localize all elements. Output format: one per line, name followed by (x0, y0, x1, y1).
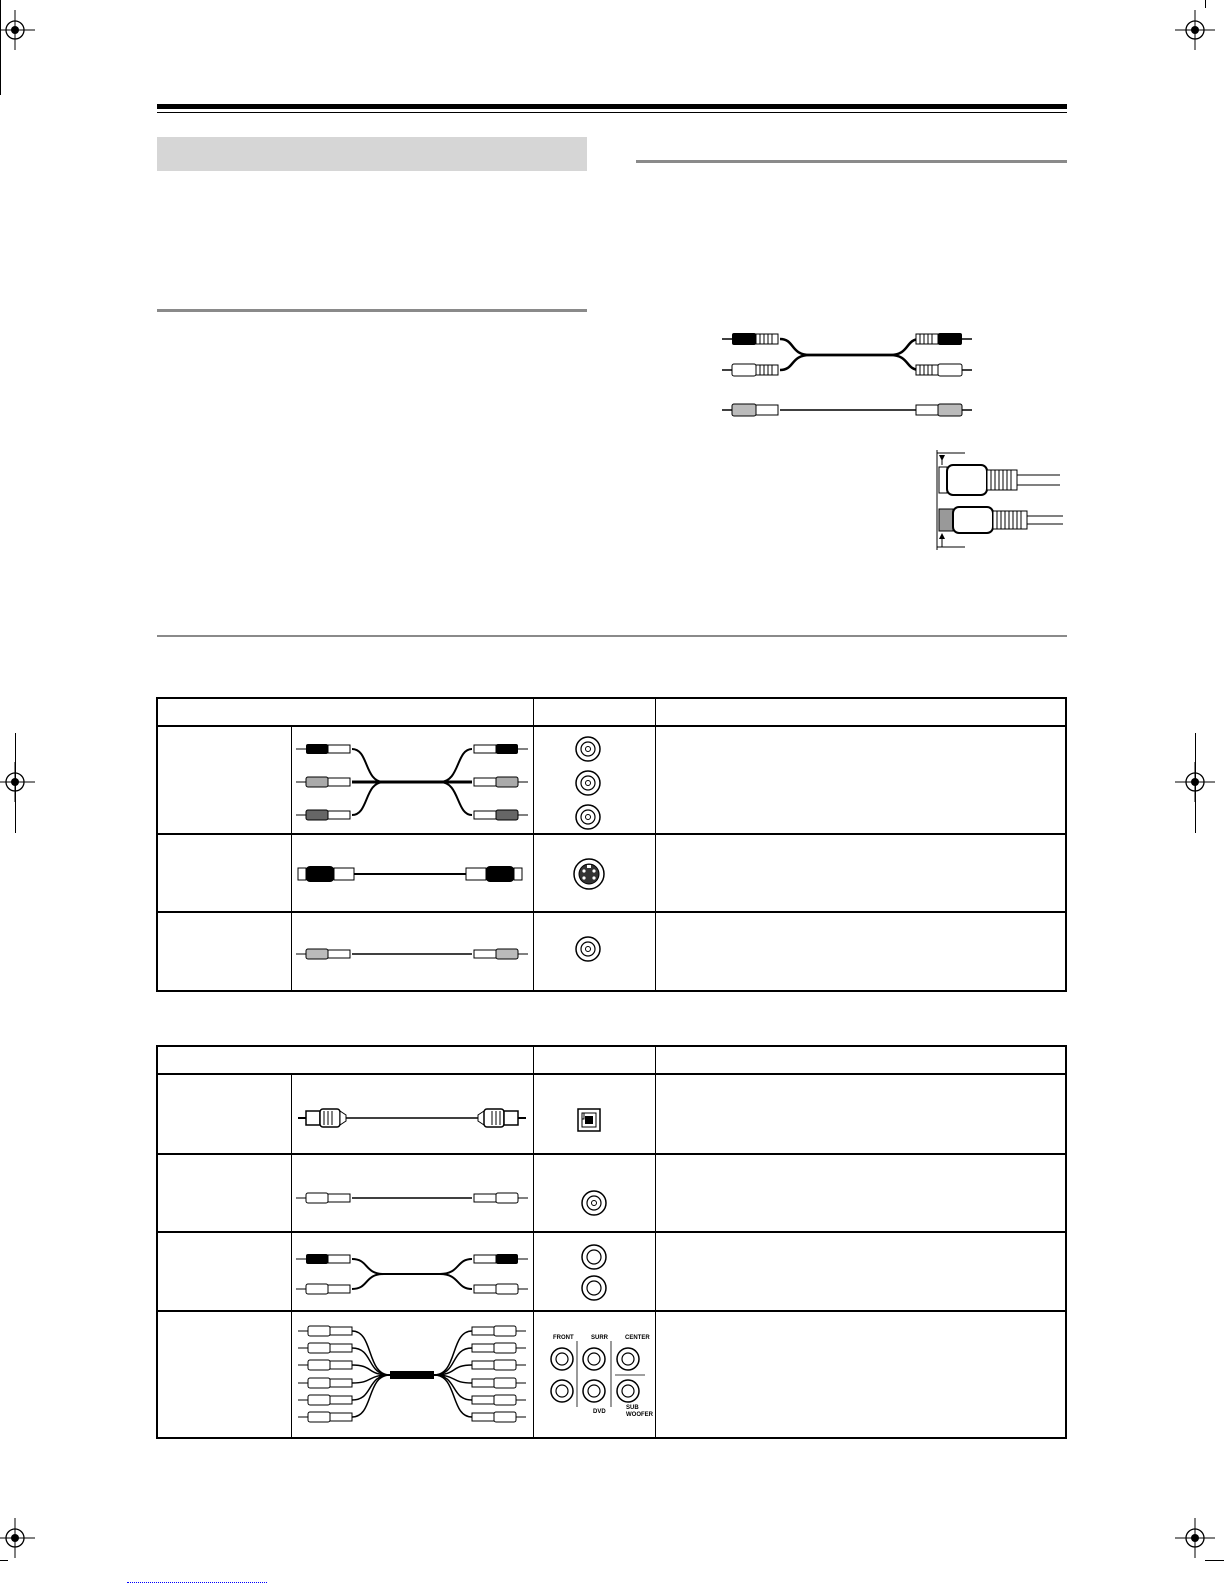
audio-cable-illustration (720, 325, 980, 425)
section-heading-band (157, 137, 587, 171)
optical-plug-icon (298, 1109, 346, 1127)
table-row-rule (158, 1310, 1065, 1312)
rca-plug-icon (298, 1395, 352, 1405)
analog-stereo-jacks (579, 1242, 609, 1304)
table-col-rule (655, 699, 656, 990)
multichannel-jack-panel (547, 1331, 653, 1431)
rca-plug-icon (474, 810, 528, 820)
optical-plug-icon (478, 1109, 526, 1127)
crosshair-registration-icon (1175, 1518, 1215, 1558)
component-video-cable-icon (294, 737, 530, 827)
rca-plug-icon (296, 1193, 350, 1203)
rca-plug-icon (474, 777, 528, 787)
trim-mark (1195, 733, 1196, 833)
rca-plug-icon (472, 1395, 526, 1405)
multichannel-cable-icon (294, 1323, 530, 1427)
rca-jack-icon (551, 1380, 573, 1402)
table-col-rule (533, 699, 534, 990)
rca-plug-icon (472, 1360, 526, 1370)
rca-plug-icon (296, 777, 350, 787)
table-row-rule (158, 911, 1065, 913)
subsection-rule-right (636, 160, 1067, 163)
stereo-rca-cable (722, 333, 972, 376)
rca-plug-icon (939, 507, 1063, 533)
single-rca-cable (722, 404, 972, 416)
trim-mark (1205, 1560, 1224, 1561)
audio-connections-table (156, 1045, 1067, 1439)
rca-jack-icon (573, 934, 603, 964)
rca-plug-icon (296, 810, 350, 820)
rca-plug-icon (939, 465, 1060, 495)
plug-insertion-illustration (925, 445, 1065, 555)
rca-plug-icon (298, 1326, 352, 1336)
rca-plug-icon (472, 1326, 526, 1336)
rca-plug-icon (722, 333, 778, 345)
front-label: FRONT (553, 1335, 574, 1341)
table-row-rule (158, 833, 1065, 835)
registration-mark-top-left (0, 10, 35, 50)
s-video-jack-icon (572, 857, 606, 891)
rca-jack-icon (617, 1348, 639, 1370)
rca-plug-icon (474, 1254, 528, 1264)
rca-plug-icon (298, 1412, 352, 1422)
table-header-rule (158, 1073, 1065, 1075)
analog-stereo-cable-icon (294, 1249, 530, 1299)
table-col-rule (291, 727, 292, 992)
rca-jack-icon (551, 1348, 573, 1370)
s-video-cable-icon (294, 859, 530, 889)
rca-jack-icon (579, 1188, 609, 1218)
table-col-rule (291, 1075, 292, 1439)
crosshair-registration-icon (0, 762, 35, 802)
rca-plug-icon (916, 364, 972, 376)
registration-mark-bottom-right (1175, 1518, 1215, 1558)
rca-jack-icon (583, 1348, 605, 1370)
s-video-plug-icon (298, 866, 354, 882)
rca-jack-icon (583, 1380, 605, 1402)
trim-mark (1205, 0, 1206, 8)
rca-jack-icon (617, 1380, 639, 1402)
rca-plug-icon (298, 1360, 352, 1370)
header-rule-thin (157, 112, 1067, 113)
rca-plug-icon (298, 1378, 352, 1388)
registration-mark-mid-left (0, 762, 35, 802)
center-label: CENTER (625, 1335, 650, 1341)
rca-plug-icon (296, 1284, 350, 1294)
trim-mark (0, 1560, 8, 1561)
rca-plug-icon (474, 1193, 528, 1203)
rca-plug-icon (474, 1284, 528, 1294)
rca-jack-icon (582, 1276, 606, 1300)
trim-mark (0, 0, 1, 95)
rca-jack-icon (576, 805, 600, 829)
table-col-rule (655, 1047, 656, 1437)
crosshair-registration-icon (0, 10, 35, 50)
rca-plug-icon (296, 949, 350, 959)
rca-jack-icon (576, 771, 600, 795)
crosshair-registration-icon (1175, 10, 1215, 50)
rca-plug-icon (474, 744, 528, 754)
rca-plug-icon (472, 1378, 526, 1388)
multichannel-jacks (547, 1341, 647, 1407)
rca-plug-icon (296, 744, 350, 754)
coaxial-cable-icon (294, 1183, 530, 1213)
registration-mark-bottom-left (0, 1518, 35, 1558)
rca-plug-icon (916, 333, 972, 345)
dvd-label: DVD (593, 1409, 606, 1415)
rca-jack-icon (576, 737, 600, 761)
optical-cable-icon (294, 1103, 530, 1133)
table-header-rule (158, 725, 1065, 727)
table-row-rule (158, 1231, 1065, 1233)
registration-mark-top-right (1175, 10, 1215, 50)
optical-jack-icon (576, 1107, 602, 1133)
trim-mark (15, 733, 16, 833)
header-rule-thick (157, 104, 1067, 109)
trim-mark (0, 0, 1, 8)
video-connections-table (156, 697, 1067, 992)
rca-plug-icon (296, 1254, 350, 1264)
rca-jack-icon (582, 1245, 606, 1269)
s-video-plug-icon (466, 866, 522, 882)
crosshair-registration-icon (0, 1518, 35, 1558)
section-rule-full (157, 635, 1067, 637)
table-col-rule (533, 1047, 534, 1437)
table-row-rule (158, 1153, 1065, 1155)
rca-plug-icon (474, 949, 528, 959)
sub-woofer-label: SUB WOOFER (626, 1405, 653, 1418)
subsection-rule-left (157, 309, 587, 312)
rca-plug-icon (472, 1343, 526, 1353)
rca-plug-icon (722, 364, 778, 376)
rca-plug-icon (472, 1412, 526, 1422)
composite-video-cable-icon (294, 939, 530, 969)
rca-plug-icon (298, 1343, 352, 1353)
surr-label: SURR (591, 1335, 609, 1341)
component-video-jacks (573, 735, 603, 831)
